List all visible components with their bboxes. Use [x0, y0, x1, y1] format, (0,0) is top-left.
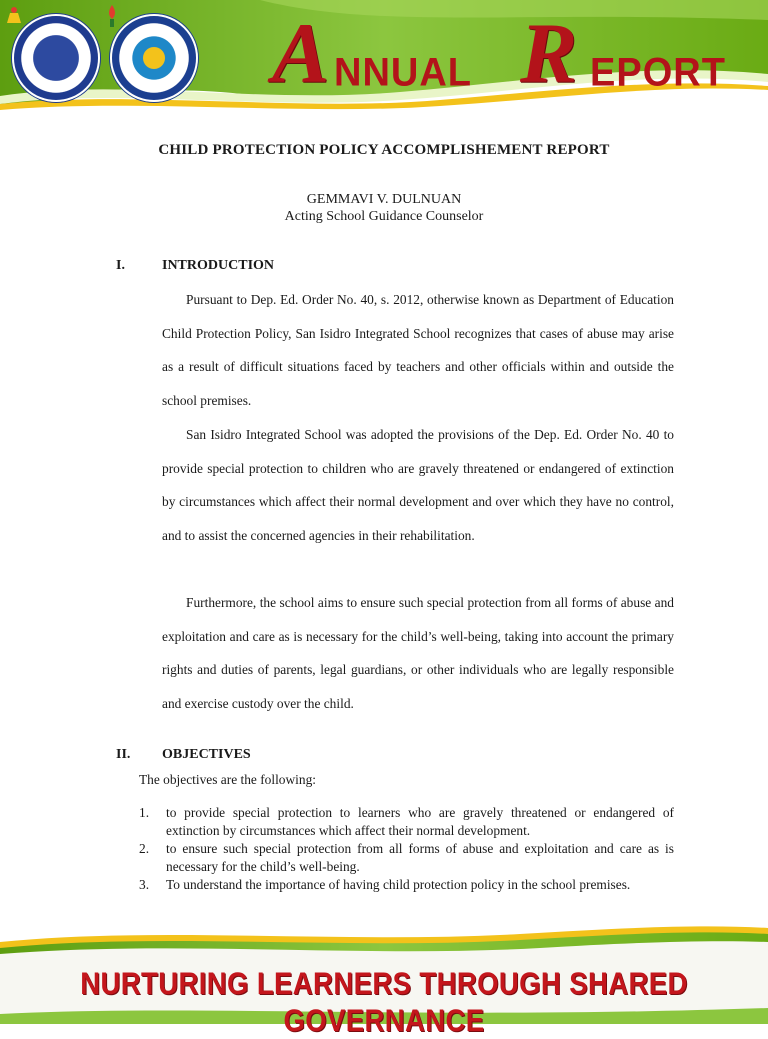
lamp-icon [0, 1, 29, 31]
intro-paragraph-2: San Isidro Integrated School was adopted the provisions of the Dep. Ed. Order No. 40 to provide special protection to children who are gravely threatened or endangered of extinction by circumstances which affect their normal development and over which they have no control, and to assist the concerned agencies in their rehabilitation. [162, 427, 674, 543]
list-item-number: 3. [139, 877, 150, 892]
list-item-number: 1. [139, 805, 150, 820]
intro-paragraph-3: Furthermore, the school aims to ensure such special protection from all forms of abuse and exploitation and care as is necessary for the child’s well-being, taking into account the primary rights and duties of parents, legal guardians, or other individuals who are legally responsible and exercise custody over the child. [162, 595, 674, 711]
list-item-text: To understand the importance of having child protection policy in the school premises. [166, 877, 631, 892]
list-item-number: 2. [139, 841, 150, 856]
list-item [139, 804, 674, 840]
title-word-nnual: NNUAL [334, 50, 472, 96]
intro-paragraph-1: Pursuant to Dep. Ed. Order No. 40, s. 2012, otherwise known as Department of Education Child Protection Policy, San Isidro Integrated School recognizes that cases of abuse may arise as a result of difficult situations faced by teachers and other officials within and outside the school premises. [162, 292, 674, 408]
list-item [139, 840, 674, 876]
objectives-list [139, 804, 674, 894]
footer-slogan: NURTURING LEARNERS THROUGH SHARED GOVERNANCE [80, 965, 688, 1038]
division-seal-icon [110, 14, 198, 102]
section-title: OBJECTIVES [162, 747, 251, 762]
torch-icon [97, 1, 127, 31]
footer-banner [0, 924, 768, 1038]
annual-report-title [272, 5, 752, 101]
title-word-eport: EPORT [590, 50, 726, 96]
list-item [139, 876, 674, 894]
objectives-intro: The objectives are the following: [139, 772, 316, 787]
section-number: I. [116, 258, 125, 273]
document-title: CHILD PROTECTION POLICY ACCOMPLISHEMENT REPORT [158, 142, 610, 158]
author-name: GEMMAVI V. DULNUAN [306, 192, 462, 207]
section-number: II. [116, 747, 131, 762]
header-banner [0, 0, 768, 112]
list-item-text: to ensure such special protection from all forms of abuse and exploitation and care as is necessary for the child’s well-being. [166, 841, 674, 874]
list-item-text: to provide special protection to learners who are gravely threatened or endangered of extinction by circumstances which affect their normal development. [166, 805, 674, 838]
section-title: INTRODUCTION [162, 258, 275, 273]
title-initial-a: A [272, 5, 330, 101]
deped-seal-icon [12, 14, 100, 102]
author-role: Acting School Guidance Counselor [284, 209, 484, 224]
title-initial-r: R [520, 5, 578, 101]
